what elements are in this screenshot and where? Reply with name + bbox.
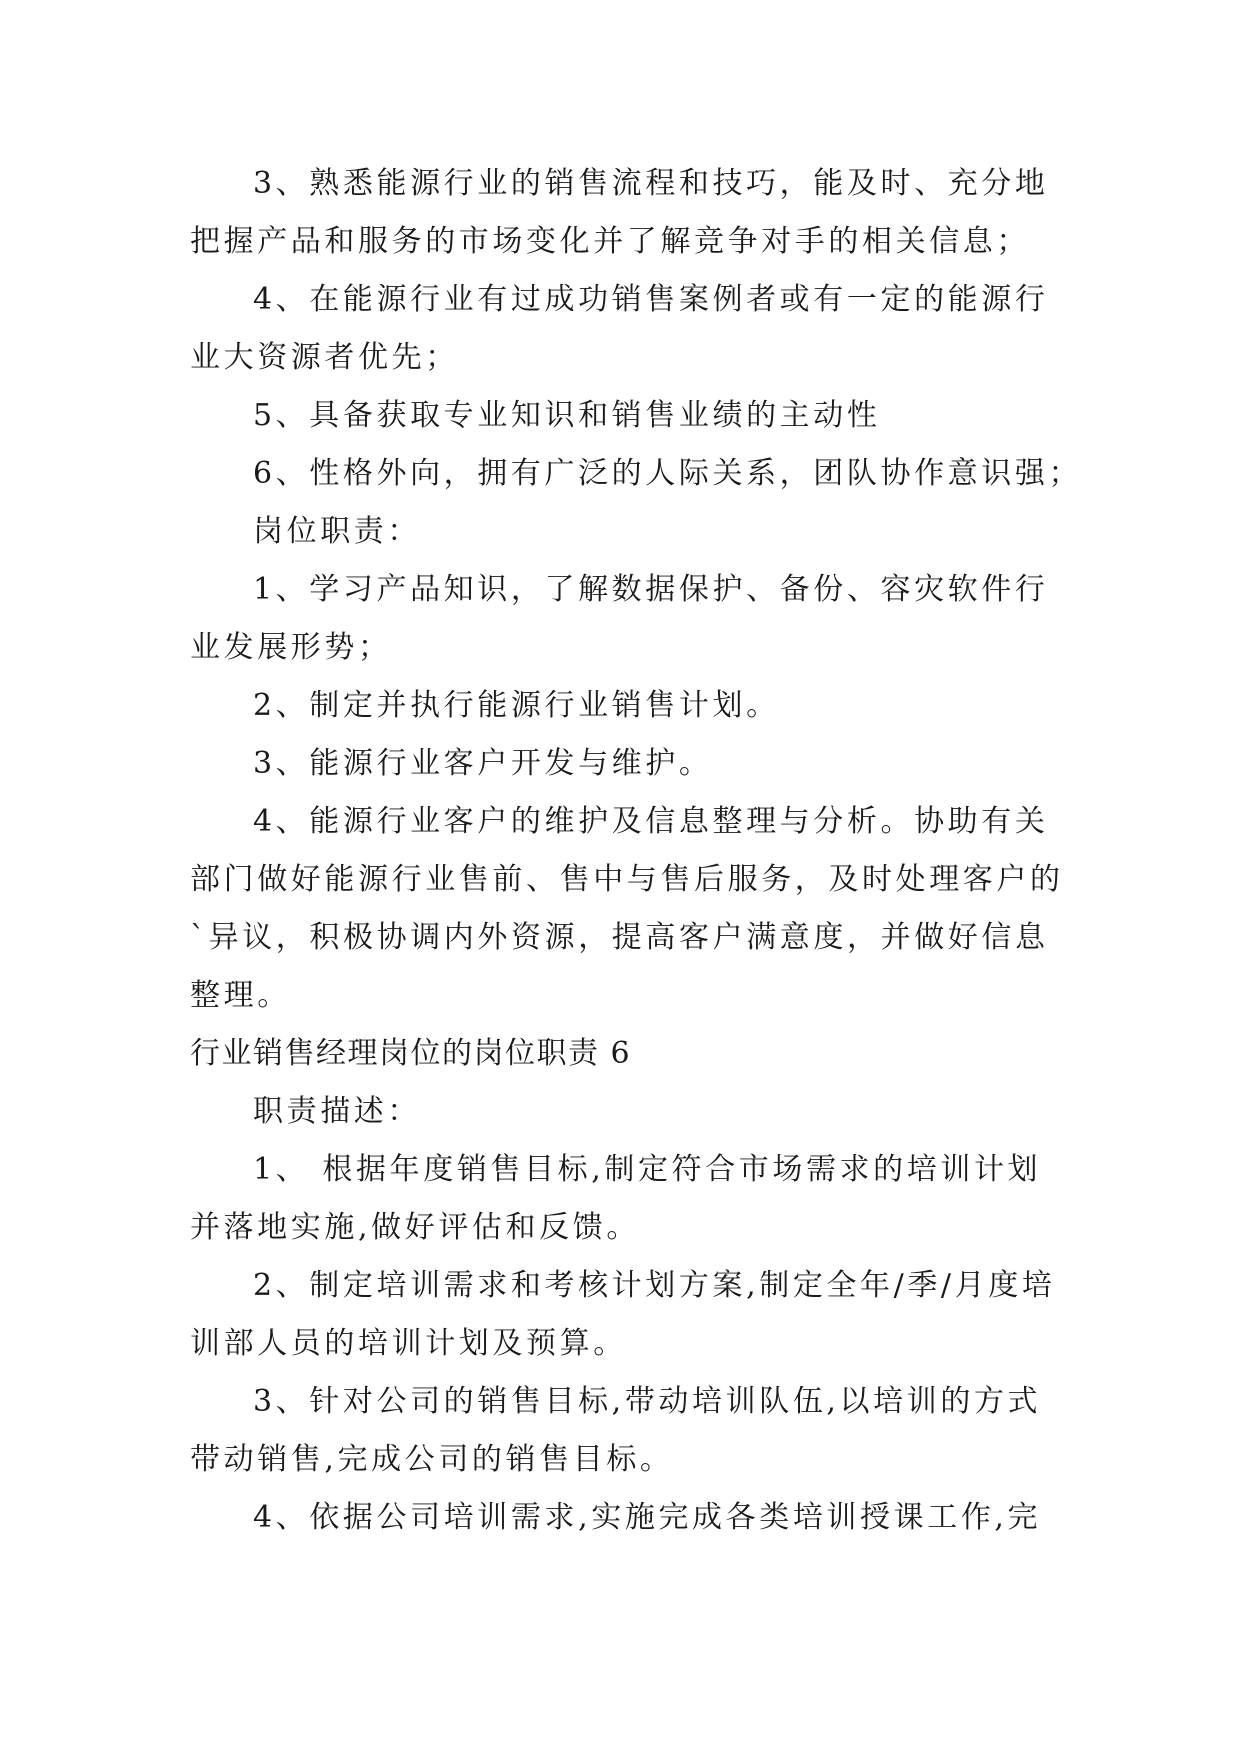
paragraph-line: 1、 根据年度销售目标,制定符合市场需求的培训计划 [253,1152,1042,1187]
paragraph-line: 4、依据公司培训需求,实施完成各类培训授课工作,完 [253,1500,1042,1535]
paragraph-line: 训部人员的培训计划及预算。 [190,1326,627,1361]
paragraph-line: 业大资源者优先； [190,340,459,375]
paragraph-line: 带动销售,完成公司的销售目标。 [190,1442,674,1477]
paragraph-line: 并落地实施,做好评估和反馈。 [190,1210,640,1245]
paragraph-line: 整理。 [190,978,291,1013]
paragraph-line: 业发展形势； [190,630,392,665]
paragraph-line: 5、具备获取专业知识和销售业绩的主动性 [253,398,881,433]
paragraph-line: 2、制定并执行能源行业销售计划。 [253,688,780,723]
paragraph-line: 4、在能源行业有过成功销售案例者或有一定的能源行 [253,282,1049,317]
paragraph-line: 4、能源行业客户的维护及信息整理与分析。协助有关 [253,804,1049,839]
paragraph-line: 部门做好能源行业售前、售中与售后服务，及时处理客户的 [190,862,1064,897]
section-heading: 行业销售经理岗位的岗位职责 6 [190,1036,632,1071]
section-label: 职责描述： [253,1094,421,1129]
paragraph-line: 6、性格外向，拥有广泛的人际关系，团队协作意识强； [253,456,1083,491]
paragraph-line: 3、能源行业客户开发与维护。 [253,746,713,781]
paragraph-line: 3、针对公司的销售目标,带动培训队伍,以培训的方式 [253,1384,1042,1419]
paragraph-line: 3、熟悉能源行业的销售流程和技巧，能及时、充分地 [253,166,1049,201]
paragraph-line: `异议，积极协调内外资源，提高客户满意度，并做好信息 [190,920,1049,955]
paragraph-line: 2、制定培训需求和考核计划方案,制定全年/季/月度培 [253,1268,1056,1303]
paragraph-line: 1、学习产品知识，了解数据保护、备份、容灾软件行 [253,572,1049,607]
paragraph-line: 把握产品和服务的市场变化并了解竞争对手的相关信息； [190,224,1030,259]
section-label: 岗位职责： [253,514,421,549]
